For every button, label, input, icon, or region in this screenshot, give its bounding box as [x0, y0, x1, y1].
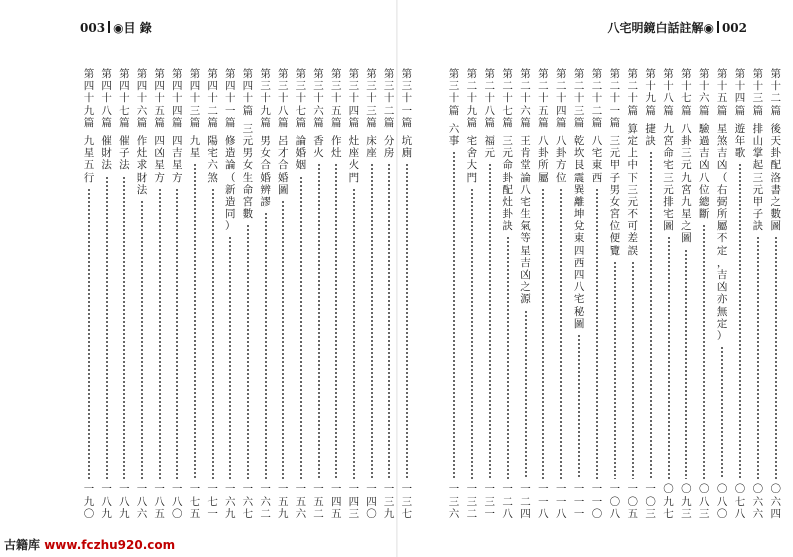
toc-leader-dots	[739, 163, 741, 479]
toc-leader-dots	[353, 188, 355, 480]
toc-leader-dots	[560, 188, 562, 480]
toc-leader-dots	[614, 261, 616, 480]
toc-entry[interactable]	[153, 68, 167, 520]
toc-entry[interactable]	[769, 68, 783, 520]
toc-chapter-number: 第 十 四 篇	[734, 68, 746, 117]
toc-page-number: 一 七 五	[189, 483, 201, 520]
toc-page-number: 一 五 六	[295, 483, 307, 520]
toc-page-number: 一 〇 五	[627, 483, 638, 520]
toc-chapter-number: 第 三 十 篇	[448, 68, 460, 117]
toc-chapter-title: 王 肯 堂 論 八 宅 生 氣 等 星 吉 凶 之 源	[520, 134, 531, 306]
toc-leader-dots	[578, 334, 580, 480]
toc-leader-dots	[668, 236, 670, 479]
toc-chapter-number: 第 三 十 九 篇	[260, 68, 271, 129]
toc-page-number: 一 四 五	[330, 483, 342, 520]
toc-leader-dots	[212, 188, 214, 480]
toc-entry[interactable]	[312, 68, 326, 520]
toc-right-page	[447, 68, 783, 520]
toc-page-number: 一 九 〇	[83, 483, 95, 520]
toc-entry[interactable]	[276, 68, 290, 520]
toc-chapter-number: 第 三 十 八 篇	[277, 68, 289, 129]
toc-entry[interactable]	[590, 68, 604, 520]
toc-leader-dots	[371, 163, 373, 479]
toc-chapter-number: 第 二 十 六 篇	[520, 68, 531, 129]
toc-page-number: 一 六 七	[242, 483, 254, 520]
toc-leader-dots	[106, 176, 108, 480]
toc-entry[interactable]	[465, 68, 479, 520]
toc-page-number: 一 三 七	[401, 483, 413, 520]
toc-chapter-title: 陽 宅 六 煞	[207, 134, 218, 184]
left-page-number: 003	[80, 21, 106, 35]
toc-leader-dots	[318, 163, 320, 479]
toc-chapter-title: 九 星	[189, 134, 201, 160]
toc-page-number: 一 四 三	[348, 483, 360, 520]
toc-entry[interactable]	[170, 68, 184, 520]
toc-page-number: 一 八 〇	[172, 483, 183, 520]
toc-page-number: 一 一 八	[556, 483, 567, 520]
toc-chapter-title: 催 子 法	[119, 134, 130, 172]
toc-chapter-title: 香 火	[313, 134, 324, 160]
toc-chapter-number: 第 三 十 五 篇	[330, 68, 342, 129]
toc-chapter-title: 床 座	[366, 134, 377, 160]
toc-entry[interactable]	[644, 68, 658, 520]
toc-page-number: 一 一 〇	[591, 483, 603, 520]
toc-entry[interactable]	[382, 68, 396, 520]
toc-chapter-number: 第 三 十 二 篇	[383, 68, 395, 129]
toc-chapter-number: 第 三 十 三 篇	[366, 68, 377, 129]
toc-entry[interactable]	[223, 68, 237, 520]
toc-page-number: 一 五 九	[277, 483, 289, 520]
toc-entry[interactable]	[188, 68, 202, 520]
toc-page-number: 一 七 一	[207, 483, 218, 520]
toc-entry[interactable]	[679, 68, 693, 520]
toc-page-number: 一 三 六	[448, 483, 460, 520]
toc-chapter-title: 灶 座 火 門	[348, 134, 360, 184]
toc-chapter-title: 三 元 甲 子 男 女 宮 位 便 覽	[609, 134, 621, 257]
toc-chapter-title: 八 卦 方 位	[556, 134, 567, 184]
toc-entry[interactable]	[697, 68, 711, 520]
toc-chapter-number: 第 十 八 篇	[663, 68, 674, 117]
toc-entry[interactable]	[554, 68, 568, 520]
right-header-title: 八宅明鏡白話註解◉	[607, 21, 714, 35]
toc-entry[interactable]	[294, 68, 308, 520]
toc-page-number: 〇 六 四	[770, 483, 781, 520]
toc-page-number: 一 三 九	[383, 483, 395, 520]
toc-entry[interactable]	[608, 68, 622, 520]
toc-page-number: 一 六 九	[225, 483, 236, 520]
left-header-title: ◉目 錄	[113, 21, 152, 35]
toc-chapter-number: 第 四 十 七 篇	[119, 68, 130, 129]
toc-entry[interactable]	[626, 68, 640, 520]
toc-chapter-title: 九 宮 命 宅 三 元 排 宅 圖	[663, 122, 674, 233]
toc-chapter-title: 三 元 男 女 生 命 宮 數	[242, 122, 254, 221]
toc-page-number: 一 八 九	[101, 483, 112, 520]
watermark-brand: 古籍库	[4, 538, 41, 552]
toc-leader-dots	[388, 163, 390, 479]
toc-chapter-number: 第 四 十 四 篇	[172, 68, 183, 129]
toc-leader-dots	[721, 346, 723, 479]
toc-leader-dots	[632, 261, 634, 480]
right-page-header	[607, 20, 747, 36]
toc-chapter-title: 四 吉 星 方	[172, 134, 183, 184]
toc-chapter-number: 第 十 七 篇	[681, 68, 692, 117]
toc-entry[interactable]	[329, 68, 343, 520]
toc-chapter-title: 四 凶 星 方	[154, 134, 165, 184]
toc-entry[interactable]	[483, 68, 497, 520]
toc-chapter-title: 福 元	[484, 134, 495, 160]
toc-entry[interactable]	[536, 68, 550, 520]
toc-chapter-title: 作 灶	[330, 134, 342, 160]
toc-page-number: 一 二 八	[502, 483, 513, 520]
toc-leader-dots	[300, 176, 302, 480]
toc-chapter-number: 第 四 十 八 篇	[101, 68, 112, 129]
toc-chapter-title: 男 女 合 婚 辨 謬	[260, 134, 271, 208]
toc-chapter-title: 八 卦 所 屬	[538, 134, 549, 184]
toc-chapter-number: 第 十 九 篇	[645, 68, 656, 117]
toc-chapter-number: 第 二 十 二 篇	[591, 68, 603, 129]
toc-chapter-number: 第 二 十 一 篇	[609, 68, 621, 129]
toc-chapter-title: 六 事	[448, 122, 460, 147]
toc-leader-dots	[406, 163, 408, 479]
toc-leader-dots	[159, 188, 161, 480]
toc-leader-dots	[596, 188, 598, 480]
toc-leader-dots	[703, 224, 705, 479]
toc-page-number: 一 八 五	[154, 483, 165, 520]
toc-chapter-number: 第 三 十 四 篇	[348, 68, 360, 129]
toc-chapter-title: 八 卦 三 元 九 宮 九 星 之 圖	[681, 122, 692, 245]
toc-chapter-number: 第 三 十 一 篇	[401, 68, 413, 129]
toc-leader-dots	[757, 236, 759, 479]
toc-leader-dots	[542, 188, 544, 480]
toc-entry[interactable]	[733, 68, 747, 520]
toc-chapter-number: 第 四 十 二 篇	[207, 68, 218, 129]
toc-chapter-number: 第 十 六 篇	[699, 68, 710, 117]
toc-leader-dots	[247, 224, 249, 479]
toc-chapter-number: 第 二 十 八 篇	[484, 68, 495, 129]
toc-leader-dots	[453, 151, 455, 479]
toc-page-number: 一 八 六	[136, 483, 148, 520]
toc-chapter-title: 分 房	[383, 134, 395, 160]
toc-entry[interactable]	[400, 68, 414, 520]
toc-chapter-number: 第 二 十 四 篇	[556, 68, 567, 129]
toc-leader-dots	[489, 163, 491, 479]
toc-chapter-title: 驗 過 吉 凶 八 位 總 斷	[699, 122, 710, 221]
toc-chapter-title: 星 煞 吉 凶 （ 右 弼 所 屬 不 定 ， 吉 凶 亦 無 定 ）	[716, 122, 728, 342]
toc-chapter-number: 第 三 十 六 篇	[313, 68, 324, 129]
toc-entry[interactable]	[572, 68, 586, 520]
toc-page-number: 〇 九 七	[663, 483, 674, 520]
toc-leader-dots	[507, 236, 509, 479]
toc-entry[interactable]	[519, 68, 533, 520]
toc-chapter-title: 催 財 法	[101, 134, 112, 172]
toc-page-number: 〇 八 〇	[716, 483, 728, 520]
toc-chapter-number: 第 十 二 篇	[770, 68, 781, 117]
toc-chapter-number: 第 三 十 七 篇	[295, 68, 307, 129]
toc-leader-dots	[282, 200, 284, 480]
toc-page-number: 〇 六 六	[752, 483, 764, 520]
toc-page-number: 一 一 八	[538, 483, 549, 520]
toc-chapter-title: 作 灶 求 財 法	[136, 134, 148, 196]
toc-page-number: 一 八 九	[119, 483, 130, 520]
toc-chapter-number: 第 四 十 三 篇	[189, 68, 201, 129]
toc-page-number: 〇 八 三	[699, 483, 710, 520]
toc-chapter-title: 坑 廁	[401, 134, 413, 160]
toc-chapter-title: 論 婚 姻	[295, 134, 307, 172]
toc-leader-dots	[335, 163, 337, 479]
toc-leader-dots	[525, 310, 527, 480]
toc-entry[interactable]	[447, 68, 461, 520]
toc-entry[interactable]	[662, 68, 676, 520]
header-divider	[717, 21, 719, 33]
toc-chapter-number: 第 二 十 三 篇	[573, 68, 585, 129]
right-page-number: 002	[721, 21, 747, 35]
toc-page-number: 一 一 一	[573, 483, 585, 520]
toc-chapter-title: 八 宅 東 西	[591, 134, 603, 184]
toc-chapter-title: 九 星 五 行	[83, 134, 95, 184]
toc-chapter-number: 第 二 十 九 篇	[466, 68, 478, 129]
watermark-url: www.fczhu920.com	[44, 538, 176, 552]
toc-entry[interactable]	[100, 68, 114, 520]
toc-page-number: 一 二 四	[520, 483, 531, 520]
toc-entry[interactable]	[259, 68, 273, 520]
left-page-header	[80, 20, 152, 36]
toc-chapter-number: 第 四 十 六 篇	[136, 68, 148, 129]
header-divider	[108, 21, 110, 33]
toc-chapter-number: 第 二 十 五 篇	[538, 68, 549, 129]
toc-entry[interactable]	[365, 68, 379, 520]
toc-page-number: 一 五 二	[313, 483, 324, 520]
toc-chapter-title: 修 造 論 （ 新 造 同 ）	[225, 134, 236, 233]
toc-entry[interactable]	[135, 68, 149, 520]
toc-leader-dots	[775, 236, 777, 479]
toc-entry[interactable]	[206, 68, 220, 520]
toc-entry[interactable]	[347, 68, 361, 520]
toc-page-number: 一 〇 八	[609, 483, 621, 520]
toc-leader-dots	[176, 188, 178, 480]
toc-chapter-title: 呂 才 合 婚 圖	[277, 134, 289, 196]
toc-chapter-title: 後 天 卦 配 洛 書 之 數 圖	[770, 122, 781, 233]
toc-chapter-title: 算 定 上 中 下 三 元 不 可 差 誤	[627, 122, 638, 257]
toc-leader-dots	[123, 176, 125, 480]
toc-leader-dots	[194, 163, 196, 479]
toc-page-number: 一 三 二	[466, 483, 478, 520]
watermark	[4, 536, 175, 553]
toc-chapter-title: 捷 訣	[645, 122, 656, 147]
toc-page-number: 〇 七 八	[734, 483, 746, 520]
toc-chapter-number: 第 二 十 篇	[627, 68, 638, 117]
toc-chapter-number: 第 四 十 篇	[242, 68, 254, 117]
toc-entry[interactable]	[117, 68, 131, 520]
toc-page-number: 一 〇 三	[645, 483, 656, 520]
toc-chapter-title: 乾 坎 艮 震 巽 離 坤 兌 東 四 西 四 八 宅 秘 圖	[573, 134, 585, 330]
toc-leader-dots	[141, 200, 143, 480]
toc-page-number: 一 三 一	[484, 483, 495, 520]
toc-page-number: 一 四 〇	[366, 483, 377, 520]
toc-leader-dots	[650, 151, 652, 479]
toc-leader-dots	[685, 249, 687, 480]
toc-entry[interactable]	[715, 68, 729, 520]
toc-leader-dots	[229, 236, 231, 479]
toc-page-number: 〇 九 三	[681, 483, 692, 520]
toc-entry[interactable]	[82, 68, 96, 520]
toc-leader-dots	[88, 188, 90, 480]
toc-chapter-number: 第 十 三 篇	[752, 68, 764, 117]
toc-entry[interactable]	[241, 68, 255, 520]
toc-chapter-title: 遊 年 歌	[734, 122, 746, 160]
toc-chapter-number: 第 四 十 一 篇	[225, 68, 236, 129]
toc-leader-dots	[471, 188, 473, 480]
toc-chapter-number: 第 四 十 五 篇	[154, 68, 165, 129]
toc-entry[interactable]	[751, 68, 765, 520]
toc-chapter-title: 宅 舍 大 門	[466, 134, 478, 184]
toc-page-number: 一 六 二	[260, 483, 271, 520]
toc-chapter-number: 第 四 十 九 篇	[83, 68, 95, 129]
toc-chapter-number: 第 二 十 七 篇	[502, 68, 513, 129]
toc-entry[interactable]	[501, 68, 515, 520]
toc-leader-dots	[265, 212, 267, 479]
toc-left-page	[82, 68, 414, 520]
toc-chapter-number: 第 十 五 篇	[716, 68, 728, 117]
toc-chapter-title: 三 元 命 卦 配 灶 卦 訣	[502, 134, 513, 233]
toc-chapter-title: 排 山 掌 起 三 元 甲 子 訣	[752, 122, 764, 233]
